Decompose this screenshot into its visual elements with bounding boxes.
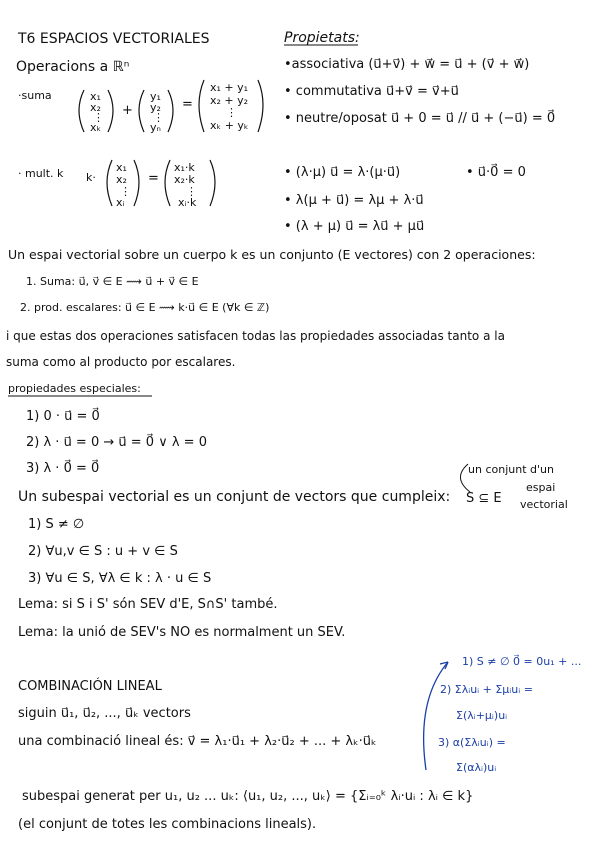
subespai-cond: 1) S ≠ ∅: [28, 517, 85, 532]
propietat-distributiva-1: • λ(μ + u⃗) = λμ + λ·u⃗: [284, 193, 424, 208]
propietat-associativa: •associativa (u⃗+v⃗) + w⃗ = u⃗ + (v⃗ + w⃗): [284, 57, 530, 72]
mult-result-entry: ⋮: [186, 185, 197, 198]
subespai-set: S ⊆ E: [466, 491, 502, 506]
blue-note: Σ(αλᵢ)uᵢ: [456, 761, 497, 774]
suma-right-entry: y₂: [150, 101, 161, 114]
suma-label: ·suma: [18, 89, 52, 102]
propietat-producte-zero: • u⃗·0⃗ = 0: [466, 165, 526, 180]
suma-right-entry: y₁: [150, 90, 161, 103]
suma-result-entry: ⋮: [226, 106, 237, 119]
subespai-definition: Un subespai vectorial es un conjunt de vectors que cumpleix:: [18, 489, 451, 505]
suma-left-entry: ⋮: [93, 111, 104, 124]
definition-op-suma: 1. Suma: u⃗, v⃗ ∈ E ⟿ u⃗ + v⃗ ∈ E: [26, 275, 199, 288]
lema-interseccio: Lema: si S i S' són SEV d'E, S∩S' també.: [18, 597, 278, 612]
lema-unio: Lema: la unió de SEV's NO es normalment un SEV.: [18, 625, 346, 640]
propietat-distributiva-2: • (λ + μ) u⃗ = λu⃗ + μu⃗: [284, 219, 425, 234]
subespai-generat-note: (el conjunt de totes les combinacions lineals).: [18, 817, 317, 832]
combinacion-line1: siguin u⃗₁, u⃗₂, ..., u⃗ₖ vectors: [18, 706, 191, 721]
suma-left-entry: xₖ: [90, 121, 102, 134]
definition-line3: suma como al producto por escalares.: [6, 355, 236, 369]
definition-op-producte: 2. prod. escalares: u⃗ ∈ E ⟿ k·u⃗ ∈ E (∀k ∈ ℤ): [20, 301, 270, 314]
especial-item: 3) λ · 0⃗ = 0⃗: [26, 461, 100, 476]
mult-vec-entry: x₂: [116, 173, 127, 186]
combinacion-line2: una combinació lineal és: v⃗ = λ₁·u⃗₁ + λ₂·u⃗₂ + ... + λₖ·u⃗ₖ: [18, 734, 377, 749]
subespai-cond: 3) ∀u ∈ S, ∀λ ∈ k : λ · u ∈ S: [28, 571, 212, 586]
propietats-heading: Propietats:: [284, 30, 360, 46]
mult-equals: =: [148, 171, 159, 186]
subespai-generat: subespai generat per u₁, u₂ ... uₖ: ⟨u₁, u₂, ..., uₖ⟩ = {Σᵢ₌₀ᵏ λᵢ·uᵢ : λᵢ ∈ k}: [22, 789, 474, 804]
especial-item: 2) λ · u⃗ = 0 → u⃗ = 0⃗ ∨ λ = 0: [26, 435, 207, 450]
mult-label: · mult. k: [18, 167, 64, 180]
suma-left-entry: x₂: [90, 101, 101, 114]
suma-plus: +: [122, 103, 133, 118]
mult-result-entry: x₂·k: [174, 173, 195, 186]
suma-equals: =: [182, 97, 193, 112]
definition-line2: i que estas dos operaciones satisfacen todas las propiedades associadas tanto a la: [6, 329, 505, 343]
suma-result-entry: x₁ + y₁: [210, 81, 249, 94]
mult-vec-entry: xᵢ: [116, 196, 125, 209]
suma-result-entry: x₂ + y₂: [210, 94, 249, 107]
blue-note: 2) Σλᵢuᵢ + Σμᵢuᵢ =: [440, 683, 533, 696]
blue-note: 1) S ≠ ∅ 0⃗ = 0u₁ + ...: [462, 655, 582, 668]
subespai-note: espai: [526, 481, 556, 494]
suma-right-entry: yₙ: [150, 121, 161, 134]
suma-right-entry: ⋮: [153, 111, 164, 124]
blue-note: 3) α(Σλᵢuᵢ) =: [438, 736, 506, 749]
page-title: T6 ESPACIOS VECTORIALES: [18, 31, 210, 47]
suma-left-entry: x₁: [90, 90, 101, 103]
especiales-heading: propiedades especiales:: [8, 382, 141, 395]
propietat-commutativa: • commutativa u⃗+v⃗ = v⃗+u⃗: [284, 84, 459, 99]
mult-scalar: k·: [86, 171, 96, 184]
definition-line1: Un espai vectorial sobre un cuerpo k es un conjunto (E vectores) con 2 operaciones:: [8, 247, 536, 262]
mult-result-entry: x₁·k: [174, 161, 195, 174]
subespai-note: un conjunt d'un: [468, 463, 554, 476]
mult-result-entry: xᵢ·k: [178, 196, 197, 209]
subespai-note: vectorial: [520, 498, 568, 511]
mult-vec-entry: x₁: [116, 161, 127, 174]
combinacion-heading: COMBINACIÓN LINEAL: [18, 679, 162, 694]
suma-result-entry: xₖ + yₖ: [210, 119, 249, 132]
operacions-heading: Operacions a ℝⁿ: [16, 59, 130, 75]
propietat-neutre-oposat: • neutre/oposat u⃗ + 0 = u⃗ // u⃗ + (−u⃗) = 0⃗: [284, 111, 556, 126]
especial-item: 1) 0 · u⃗ = 0⃗: [26, 409, 100, 424]
blue-note: Σ(λᵢ+μᵢ)uᵢ: [456, 709, 508, 722]
propietat-assoc-escalar: • (λ·μ) u⃗ = λ·(μ·u⃗): [284, 165, 401, 180]
mult-vec-entry: ⋮: [120, 185, 131, 198]
subespai-cond: 2) ∀u,v ∈ S : u + v ∈ S: [28, 544, 178, 559]
